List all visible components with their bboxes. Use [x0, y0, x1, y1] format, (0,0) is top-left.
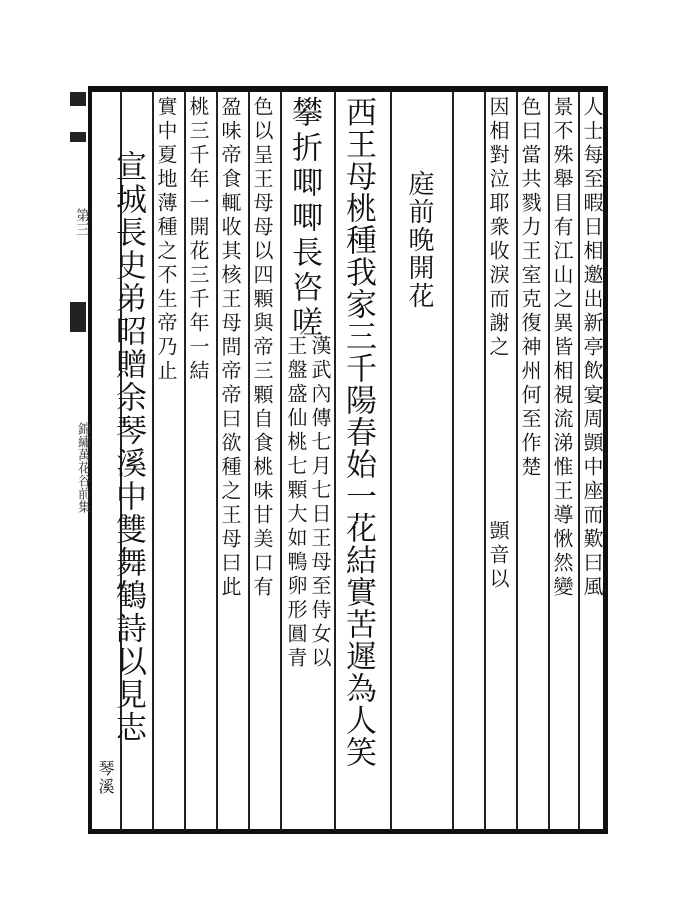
text-column-10: 盈味帝食輒收其核王母問帝帝曰欲種之王母曰此: [218, 96, 242, 600]
column-rule: [390, 92, 392, 829]
text-column-12: 實中夏地薄種之不生帝乃止: [154, 96, 178, 384]
text-column-3: 色曰當共戮力王室克復神州何至作楚: [518, 96, 542, 480]
frame-bottom-border: [88, 829, 608, 834]
text-column-6: 西王母桃種我家三千陽春始一花結實苦遲為人笑: [340, 96, 376, 768]
fold-mark: [70, 132, 86, 142]
text-column-9: 色以呈王母母以四顆與帝三顆自食桃味甘美口有: [250, 96, 274, 600]
text-column-2: 景不殊舉目有江山之異皆相視流涕惟王導愀然變: [550, 96, 574, 600]
text-column-7-note: 漢武內傳七月七日王母至侍女以: [308, 335, 332, 671]
column-rule: [452, 92, 454, 829]
text-column-13-note: 琴溪: [96, 760, 115, 796]
text-column-4: 因相對泣耶衆收淚而謝之: [486, 96, 510, 360]
text-column-8: 王盤盛仙桃七顆大如鴨卵形圓青: [284, 335, 308, 671]
column-rule: [280, 92, 282, 829]
column-rule: [334, 92, 336, 829]
text-column-4-note: 顗音以: [486, 520, 510, 592]
poem-title: 庭前晚開花: [404, 170, 434, 310]
fold-title-label: 錦繡萬花谷前集: [75, 421, 90, 513]
text-column-7: 攀折唧唧長咨嗟: [286, 96, 322, 341]
fold-fish-tail-top: [70, 92, 86, 106]
fold-margin: [66, 92, 90, 828]
text-column-11: 桃三千年一開花三千年一結: [186, 96, 210, 384]
text-column-13: 宣城長史弟昭贈余琴溪中雙舞鶴詩以見志: [110, 150, 146, 744]
text-column-1: 人士每至暇日相邀出新亭飲宴周顗中座而歎曰風: [580, 96, 604, 600]
frame-top-border: [88, 86, 608, 92]
fold-section-label: 第三: [74, 208, 90, 236]
fold-black-block: [70, 302, 86, 332]
